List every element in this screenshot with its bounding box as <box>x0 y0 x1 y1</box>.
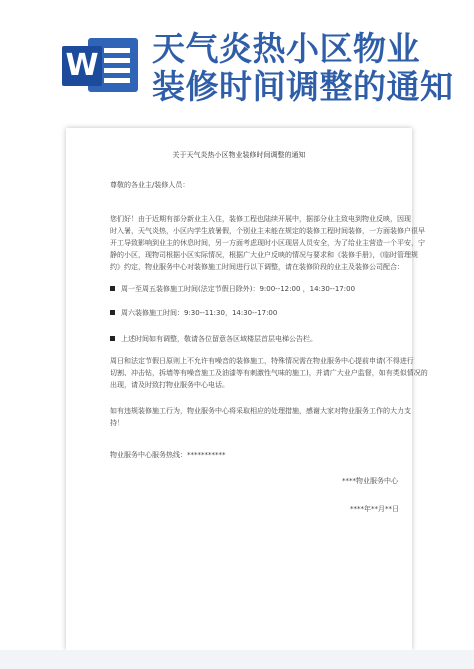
paragraph-1-line: 时入暑，天气炎热，小区内学生放暑假，个别业主未能在规定的装修工程时间装修，一方面装修户很早 <box>110 227 425 235</box>
paragraph-1-line: 您们好！由于近期有部分新业主入住，装修工程也陆续开展中，据部分业主致电到物业反映，因现 <box>110 215 411 223</box>
paragraph-2-line: 周日和法定节假日原则上不允许有噪音的装修施工，特殊情况需在物业服务中心提前申请(不得进行 <box>110 357 414 365</box>
paragraph-2-line: 出现，请及时致打物业服务中心电话。 <box>110 381 229 389</box>
banner-title-line2: 装修时间调整的通知 <box>152 67 454 106</box>
word-document-icon <box>60 34 140 96</box>
bullet-icon <box>110 336 115 341</box>
bullet-icon <box>110 286 115 291</box>
word-icon-letter: W <box>62 46 102 86</box>
document-date: ****年**月**日 <box>350 505 399 513</box>
banner-title-line1: 天气炎热小区物业 <box>152 29 420 68</box>
banner <box>0 0 474 120</box>
document-heading: 关于天气炎热小区物业装修时间调整的通知 <box>172 151 306 159</box>
bullet-icon <box>110 310 115 315</box>
service-hotline: 物业服务中心服务热线：*********** <box>110 451 226 459</box>
paragraph-1-line: 开工导致影响到业主的休息时间，另一方面考虑现时小区现居人员安全，为了给业主营造一个平安，宁 <box>110 239 425 247</box>
schedule-item-notice: 上述时间如有调整，敬请各位留意各区域楼层首层电梯公告栏。 <box>110 334 400 344</box>
schedule-item-weekday: 周一至周五装修施工时间(法定节假日除外)：9:00--12:00 ，14:30--17:00 <box>110 284 400 294</box>
schedule-item-saturday: 周六装修施工时间：9:30--11:30，14:30--17:00 <box>110 308 400 318</box>
footer-band <box>0 650 474 669</box>
paragraph-1-line: 约》约定，物业服务中心对装修施工时间进行以下调整，请在装修阶段的业主及装修公司配合： <box>110 263 404 271</box>
banner-title <box>152 30 462 106</box>
signature: ****物业服务中心 <box>342 477 398 485</box>
paragraph-3-line: 如有违规装修施工行为，物业服务中心将采取相应的处理措施，感谢大家对物业服务工作的大力支 <box>110 407 411 415</box>
salutation: 尊敬的各业主/装修人员： <box>110 181 190 189</box>
paragraph-1-line: 静的小区，现物司根据小区实际情况，根据广大业户反映的情况与要求和《装修手册》，《临时管理规 <box>110 251 418 259</box>
document-page <box>66 128 428 650</box>
paragraph-3-line: 持！ <box>110 419 124 427</box>
paragraph-2-line: 切割、冲击钻，拆墙等有噪音施工及油漆等有刺激性气味的施工)，并请广大业户监督，如有类似情况的 <box>110 369 428 377</box>
